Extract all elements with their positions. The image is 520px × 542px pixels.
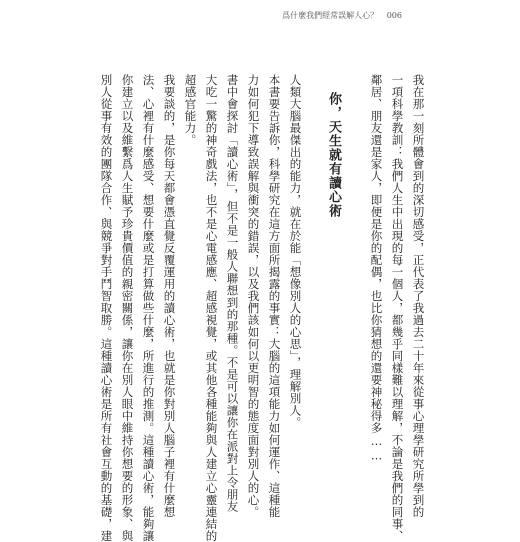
text-column: 超感官能力。 (183, 74, 198, 146)
running-title: 爲什麼我們經常誤解人心？ (282, 11, 379, 20)
text-column: 鄰居、朋友還是家人，即便是你的配偶，也比你猜想的還要神秘得多…… (369, 74, 384, 463)
text-column: 別人從事有效的團隊合作、與競爭對手鬥智取勝。這種讀心術是所有社會互動的基礎，建 (99, 74, 114, 542)
text-column: 一項科學教訓：我們人生中出現的每一個人，都幾乎同樣難以理解，不論是我們的同事、 (390, 74, 405, 542)
section-heading: 你，天生就有讀心術 (326, 92, 341, 218)
text-column: 我要談的，是你每天都會憑直覺反覆運用的讀心術，也就是你對別人腦子裡有什麼想 (162, 74, 177, 518)
text-column: 大吃一驚的神奇戲法，也不是心電感應、超感視覺，或其他各種能夠與人建立心靈連結的 (204, 74, 219, 542)
text-column: 力如何犯下導致誤解與衝突的錯誤，以及我們該如何以更明智的態度面對別人的心。 (246, 74, 261, 518)
text-column: 人類大腦最傑出的能力，就在於能「想像別人的心思」，理解別人。 (288, 74, 303, 429)
text-column: 我在那一刻所體會到的深切感受，正代表了我過去二十年來從事心理學研究所學到的 (411, 74, 426, 518)
text-column: 書中會探討「讀心術」，但不是一般人聯想到的那種。不是可以讓你在派對上令朋友 (225, 74, 240, 513)
text-column: 你建立以及維繫爲人生賦予珍貴價值的親密關係，讓你在別人眼中維持你想要的形象、與 (120, 74, 135, 542)
running-header (282, 10, 402, 21)
page-number: 006 (386, 11, 402, 20)
text-column: 法、心裡有什麼感受、想要什麼或是打算做些什麼，所進行的推測。這種讀心術，能夠讓 (141, 74, 156, 542)
text-column: 本書要告訴你，科學研究在這方面所揭露的事實：大腦的這項能力如何運作、這種能 (267, 74, 282, 518)
